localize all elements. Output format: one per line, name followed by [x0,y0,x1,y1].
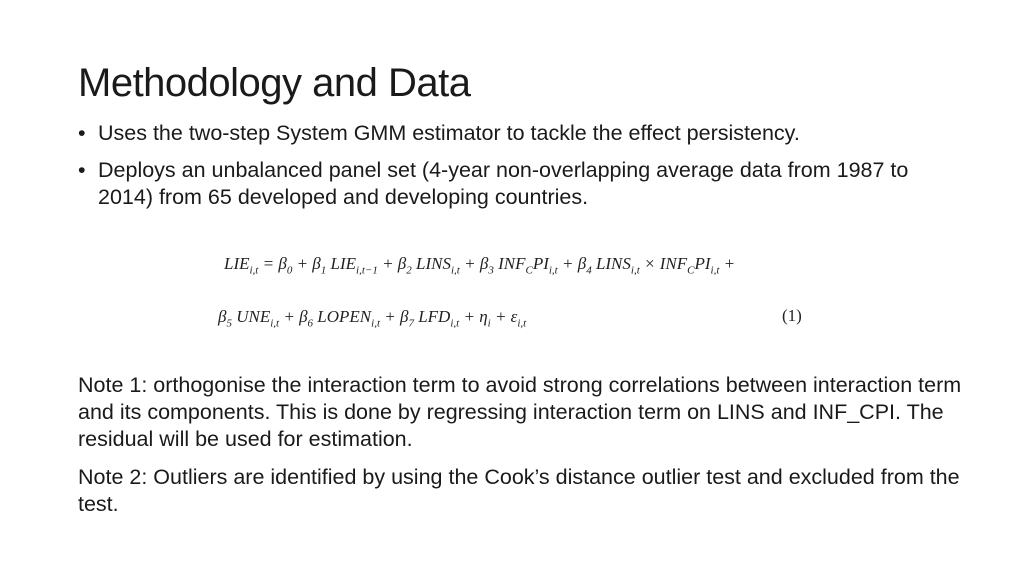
bullet-dot-icon: • [78,121,86,145]
equation-line-2: $\beta_5$ $UNE_{i,t} + \beta_6$ $LOPEN_{i,t} + \beta_7$ $LFD_{i,t} + \eta_i + \varepsilon_{i,t}$ [218,307,527,330]
equation-line-1: $LIE_{i,t} = \beta_0 + \beta_1$ $LIE_{i,t-1} + \beta_2$ $LINS_{i,t} + \beta_3$ $INF_CPI_{i,t} + \beta_4$ $LINS_{i,t} \times INF_CPI_{i,t}$ + [224,254,736,277]
note-2: Note 2: Outliers are identified by using the Cook’s distance outlier test and excluded from the test. [78,465,960,516]
equation-number: (1) [782,306,802,325]
bullet-list [78,120,968,221]
bullet-dot-icon: • [78,158,86,182]
bullet-item [78,120,968,147]
bullet-text: Deploys an unbalanced panel set (4-year non-overlapping average data from 1987 to 2014) from 65 developed and developing countries. [98,158,909,209]
bullet-text: Uses the two-step System GMM estimator to tackle the effect persistency. [98,121,800,145]
notes [78,372,978,529]
slide-title: Methodology and Data [78,61,471,105]
bullet-item [78,157,968,211]
note-1: Note 1: orthogonise the interaction term to avoid strong correlations between interaction term and its components. This is done by regressing interaction term on LINS and INF_CPI. The residual will be used for estimation. [78,373,962,451]
